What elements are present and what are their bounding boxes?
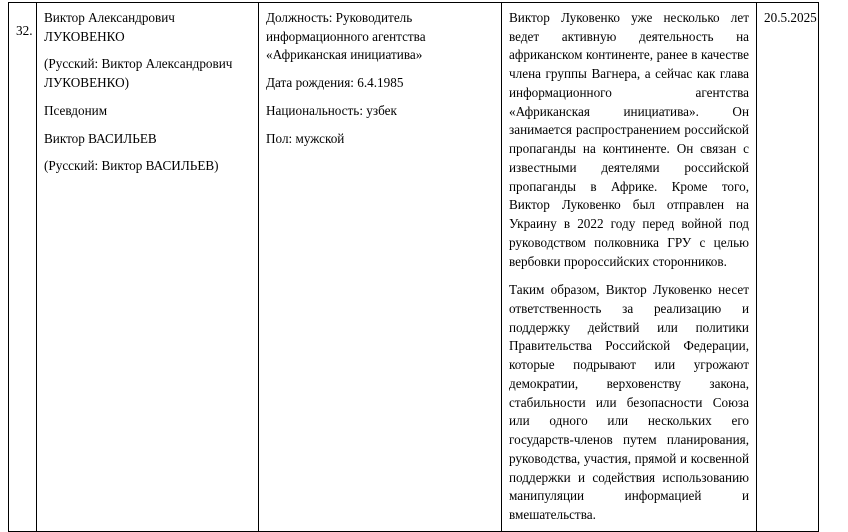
cell-listing-date: [757, 3, 819, 532]
info-nationality: Национальность: узбек: [266, 102, 397, 118]
reasons-paragraph-1: Виктор Луковенко уже несколько лет ведет активную деятельность на африканском континенте, ранее в качестве члена группы Вагнера, а сейчас как глава информационного агентства «Африканская инициатива». Он занимается распространением российской пропаганды на континенте. Он связан с известными деятелями российской пропаганды в Африке. Кроме того, Виктор Луковенко был отправлен на Украину в 2022 году перед войной под руководством полковника ГРУ с целью вербовки пророссийских сторонников.: [509, 10, 749, 269]
reasons-paragraph-2: Таким образом, Виктор Луковенко несет ответственность за реализацию и поддержку действий или политики Правительства Российской Федерации, которые подрывают или угрожают демократии, верховенству закона, стабильности или безопасности Союза или одного или нескольких его государств-членов путем планирования, руководства, участия, прямой и косвенной поддержки и содействия использованию манипуляции информацией и вмешательства.: [509, 282, 749, 523]
info-position: Должность: Руководитель информационного агентства «Африканская инициатива»: [266, 10, 426, 63]
sanctions-entry-table: [8, 2, 819, 532]
alias-label: Псевдоним: [44, 102, 108, 118]
table-row: [9, 3, 819, 532]
alias-transliteration: (Русский: Виктор ВАСИЛЬЕВ): [44, 158, 219, 174]
name-primary-transliteration: (Русский: Виктор Александрович ЛУКОВЕНКО): [44, 56, 233, 91]
entry-number: 32.: [16, 23, 33, 39]
document-page: [0, 2, 848, 523]
listing-date: 20.5.2025: [764, 10, 817, 25]
cell-statement-of-reasons: [502, 3, 757, 532]
cell-identifying-information: [259, 3, 502, 532]
name-primary: Виктор Александрович ЛУКОВЕНКО: [44, 10, 175, 44]
cell-entry-number: [9, 3, 37, 532]
cell-name-details: [37, 3, 259, 532]
info-date-of-birth: Дата рождения: 6.4.1985: [266, 75, 404, 91]
info-gender: Пол: мужской: [266, 130, 345, 146]
alias-name: Виктор ВАСИЛЬЕВ: [44, 130, 157, 146]
